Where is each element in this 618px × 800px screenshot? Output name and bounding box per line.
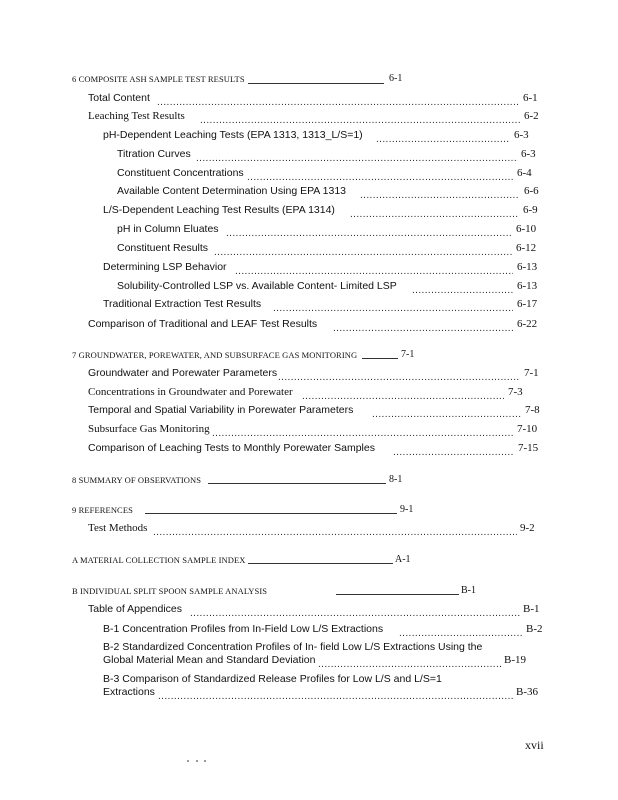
toc-page-number: 7-15 [518, 442, 539, 454]
toc-page-number: 7-3 [508, 386, 523, 398]
leader-dots [196, 148, 518, 166]
leader-dots [350, 204, 518, 222]
leader-dots [157, 92, 519, 110]
toc-entry-leaching-test-results[interactable]: Leaching Test Results [88, 110, 185, 122]
toc-page-number: 6-1 [523, 92, 538, 104]
toc-entry-appendix-b1[interactable]: B-1 Concentration Profiles from In-Field Low L/S Extractions [103, 623, 384, 635]
toc-entry-constituent-concentrations[interactable]: Constituent Concentrations [117, 167, 244, 179]
section-9-page: 9-1 [400, 504, 414, 515]
toc-entry-appendix-b2-cont[interactable]: Global Material Mean and Standard Deviation [103, 654, 316, 666]
section-b-page: B-1 [461, 585, 476, 596]
section-6-title: 6 COMPOSITE ASH SAMPLE TEST RESULTS [72, 74, 245, 84]
toc-entry-appendix-b2[interactable]: B-2 Standardized Concentration Profiles of In- field Low L/S Extractions Using the [103, 641, 483, 653]
toc-page-number: 6-6 [524, 185, 539, 197]
leader-dots [247, 167, 513, 185]
toc-entry-constituent-results[interactable]: Constituent Results [117, 242, 209, 254]
toc-entry-comparison-monthly[interactable]: Comparison of Leaching Tests to Monthly Porewater Samples [88, 442, 375, 454]
toc-entry-appendix-b3-cont[interactable]: Extractions [103, 686, 155, 698]
leader-dots [412, 280, 513, 298]
toc-page-number: 6-9 [523, 204, 538, 216]
toc-page-number: 7-1 [524, 367, 539, 379]
toc-page-number: 6-3 [521, 148, 536, 160]
toc-page-number: 7-8 [525, 404, 540, 416]
leader-rule [362, 358, 398, 359]
leader-dots [278, 367, 520, 385]
leader-dots [273, 298, 513, 316]
section-8-page: 8-1 [389, 474, 403, 485]
toc-page-number: 6-4 [517, 167, 532, 179]
toc-entry-appendix-b3[interactable]: B-3 Comparison of Standardized Release Profiles for Low L/S and L/S=1 [103, 673, 442, 685]
toc-entry-temporal-spatial[interactable]: Temporal and Spatial Variability in Porewater Parameters [88, 404, 354, 416]
toc-entry-groundwater-parameters[interactable]: Groundwater and Porewater Parameters [88, 367, 278, 379]
toc-entry-ls-dependent[interactable]: L/S-Dependent Leaching Test Results (EPA 1314) [103, 204, 335, 216]
leader-dots [393, 442, 514, 460]
toc-page-number: 6-2 [524, 110, 539, 122]
leader-dots [376, 129, 510, 147]
toc-page-number: B-36 [516, 686, 538, 698]
scan-speck [196, 760, 198, 762]
toc-page-number: 6-3 [514, 129, 529, 141]
scan-speck [187, 760, 189, 762]
toc-entry-test-methods[interactable]: Test Methods [88, 522, 148, 534]
section-9-title: 9 REFERENCES [72, 505, 133, 515]
toc-page-number: B-2 [526, 623, 543, 635]
leader-dots [153, 522, 517, 540]
toc-entry-table-of-appendices[interactable]: Table of Appendices [88, 603, 182, 615]
section-6-page: 6-1 [389, 73, 403, 84]
toc-page-number: B-19 [504, 654, 526, 666]
toc-entry-total-content[interactable]: Total Content [88, 92, 150, 104]
section-7-title: 7 GROUNDWATER, POREWATER, AND SUBSURFACE GAS MONITORING [72, 350, 358, 360]
toc-page-number: 7-10 [517, 423, 538, 435]
leader-dots [318, 654, 502, 672]
section-8-title: 8 SUMMARY OF OBSERVATIONS [72, 475, 202, 485]
toc-entry-subsurface-gas[interactable]: Subsurface Gas Monitoring [88, 423, 210, 435]
toc-entry-traditional-extraction[interactable]: Traditional Extraction Test Results [103, 298, 262, 310]
leader-dots [360, 185, 519, 203]
section-b-title: B INDIVIDUAL SPLIT SPOON SAMPLE ANALYSIS [72, 586, 268, 596]
toc-entry-ph-column-eluates[interactable]: pH in Column Eluates [117, 223, 219, 235]
leader-dots [190, 603, 520, 621]
toc-entry-determining-lsp[interactable]: Determining LSP Behavior [103, 261, 227, 273]
leader-dots [200, 110, 520, 128]
toc-page-number: 6-17 [517, 298, 538, 310]
section-a-page: A-1 [395, 554, 411, 565]
leader-rule [145, 513, 397, 514]
leader-rule [248, 83, 384, 84]
leader-dots [302, 386, 504, 404]
toc-entry-comparison-leaf[interactable]: Comparison of Traditional and LEAF Test Results [88, 318, 318, 330]
leader-dots [212, 423, 513, 441]
toc-entry-concentrations-groundwater[interactable]: Concentrations in Groundwater and Porewater [88, 386, 293, 398]
toc-page-number: B-1 [523, 603, 540, 615]
section-7-page: 7-1 [401, 349, 415, 360]
toc-page-number: 6-13 [517, 261, 538, 273]
leader-dots [214, 242, 512, 260]
footer-page-number: xvii [525, 738, 544, 752]
leader-rule [208, 483, 386, 484]
toc-page-number: 6-10 [516, 223, 537, 235]
toc-page-number: 6-22 [517, 318, 538, 330]
leader-dots [333, 318, 513, 336]
leader-rule [248, 563, 393, 564]
toc-entry-solubility-controlled[interactable]: Solubility-Controlled LSP vs. Available Content- Limited LSP [117, 280, 397, 292]
leader-dots [399, 623, 523, 641]
toc-page-number: 6-13 [517, 280, 538, 292]
toc-entry-ph-dependent[interactable]: pH-Dependent Leaching Tests (EPA 1313, 1313_L/S=1) [103, 129, 363, 141]
toc-entry-available-content[interactable]: Available Content Determination Using EPA 1313 [117, 185, 347, 197]
leader-dots [372, 404, 521, 422]
toc-page-number: 9-2 [520, 522, 535, 534]
toc-entry-titration-curves[interactable]: Titration Curves [117, 148, 191, 160]
toc-page-number: 6-12 [516, 242, 537, 254]
leader-dots [235, 261, 513, 279]
leader-dots [158, 686, 514, 704]
leader-rule [336, 594, 459, 595]
section-a-title: A MATERIAL COLLECTION SAMPLE INDEX [72, 555, 246, 565]
scan-speck [204, 760, 206, 762]
leader-dots [226, 223, 512, 241]
